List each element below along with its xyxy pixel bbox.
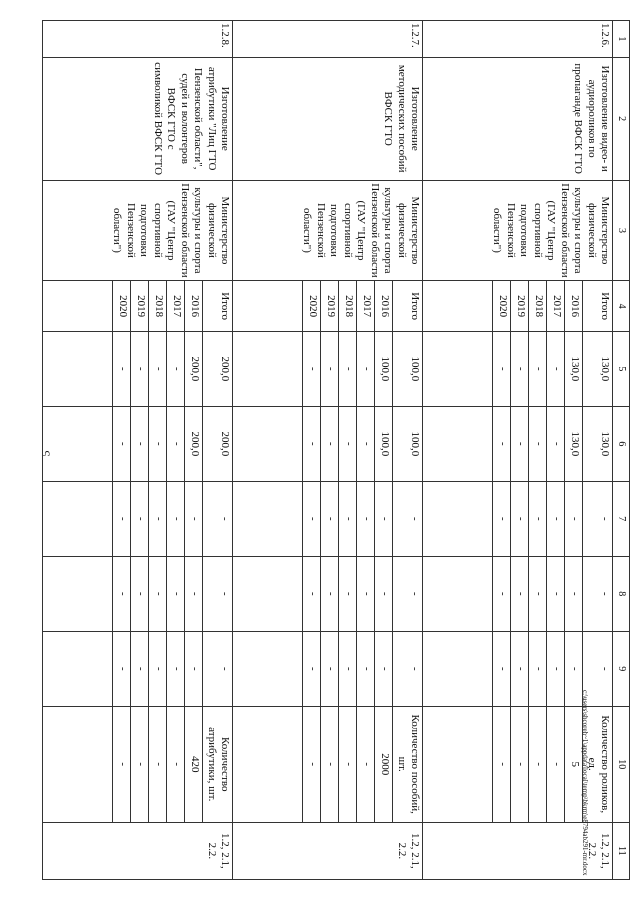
empty-cell	[423, 706, 493, 822]
empty-cell	[233, 481, 303, 556]
header-col-number: 11	[613, 822, 630, 879]
finance-cell-c6: 100,0	[393, 406, 423, 481]
rotated-table-container	[75, 20, 630, 880]
empty-cell	[423, 556, 493, 631]
finance-cell-c8: -	[393, 556, 423, 631]
activity-executor: Министерство физической культуры и спорта Пензенской области (ГАУ "Центр спортивной подготовки Пензенской области")	[233, 180, 423, 281]
finance-cell-c10: -	[149, 706, 167, 822]
finance-cell-c5: 130,0	[565, 331, 583, 406]
indicator-name: Количество пособий, шт.	[393, 706, 423, 822]
finance-cell-c9: -	[321, 631, 339, 706]
empty-cell	[43, 481, 113, 556]
finance-cell-c6: 100,0	[375, 406, 393, 481]
finance-cell-c9: -	[167, 631, 185, 706]
empty-cell	[43, 281, 113, 331]
finance-cell-c6: 200,0	[203, 406, 233, 481]
finance-cell-c7: -	[203, 481, 233, 556]
finance-cell-c9: -	[357, 631, 375, 706]
empty-cell	[233, 331, 303, 406]
finance-cell-c8: -	[583, 556, 613, 631]
year-label: 2017	[547, 281, 565, 331]
finance-cell-c10: -	[357, 706, 375, 822]
year-label: 2018	[529, 281, 547, 331]
finance-cell-c7: -	[583, 481, 613, 556]
finance-cell-c8: -	[493, 556, 511, 631]
year-label: 2020	[113, 281, 131, 331]
activity-name: Изготовление методических пособий ВФСК ГТО	[233, 57, 423, 180]
finance-cell-c5: 100,0	[393, 331, 423, 406]
header-col-number: 8	[613, 556, 630, 631]
finance-cell-c6: 200,0	[185, 406, 203, 481]
finance-cell-c6: -	[511, 406, 529, 481]
finance-cell-c7: -	[167, 481, 185, 556]
finance-cell-c9: -	[565, 631, 583, 706]
header-col-number: 2	[613, 57, 630, 180]
empty-cell	[233, 556, 303, 631]
finance-cell-c9: -	[547, 631, 565, 706]
finance-cell-c7: -	[113, 481, 131, 556]
target-refs: 1.2, 2.1, 2.2.	[43, 822, 233, 879]
finance-cell-c5: -	[529, 331, 547, 406]
empty-cell	[423, 631, 493, 706]
empty-cell	[423, 481, 493, 556]
finance-cell-c7: -	[321, 481, 339, 556]
activity-number: 1.2.6.	[423, 21, 613, 58]
finance-cell-c6: -	[149, 406, 167, 481]
finance-cell-c8: -	[511, 556, 529, 631]
finance-cell-c6: -	[303, 406, 321, 481]
header-row	[613, 21, 630, 880]
finance-cell-c7: -	[529, 481, 547, 556]
finance-cell-c9: -	[511, 631, 529, 706]
finance-cell-c8: -	[167, 556, 185, 631]
finance-cell-c5: -	[321, 331, 339, 406]
finance-cell-c6: -	[321, 406, 339, 481]
year-label: 2019	[321, 281, 339, 331]
finance-cell-c6: -	[167, 406, 185, 481]
year-label: 2016	[375, 281, 393, 331]
header-col-number: 3	[613, 180, 630, 281]
finance-cell-c5: -	[167, 331, 185, 406]
finance-cell-c7: -	[149, 481, 167, 556]
finance-cell-c6: -	[339, 406, 357, 481]
activity-name: Изготовление атрибутики "Лиц ГТО Пензенской области", судей и волонтеров ВФСК ГТО с символикой ВФСК ГТО	[43, 57, 233, 180]
finance-cell-c5: 200,0	[203, 331, 233, 406]
year-label: 2019	[131, 281, 149, 331]
finance-cell-c8: -	[113, 556, 131, 631]
empty-cell	[233, 706, 303, 822]
empty-cell	[423, 331, 493, 406]
finance-cell-c5: -	[547, 331, 565, 406]
finance-cell-c9: -	[131, 631, 149, 706]
program-activities-table	[43, 20, 631, 880]
finance-cell-c10: -	[547, 706, 565, 822]
finance-cell-c9: -	[303, 631, 321, 706]
finance-cell-c7: -	[565, 481, 583, 556]
finance-cell-c7: -	[511, 481, 529, 556]
finance-cell-c6: -	[493, 406, 511, 481]
finance-cell-c8: -	[529, 556, 547, 631]
activity-number: 1.2.7.	[233, 21, 423, 58]
finance-cell-c9: -	[113, 631, 131, 706]
finance-cell-c9: -	[529, 631, 547, 706]
header-col-number: 4	[613, 281, 630, 331]
empty-cell	[423, 406, 493, 481]
finance-cell-c6: 130,0	[583, 406, 613, 481]
finance-cell-c9: -	[393, 631, 423, 706]
finance-cell-c8: -	[321, 556, 339, 631]
finance-cell-c5: -	[303, 331, 321, 406]
finance-cell-c7: -	[303, 481, 321, 556]
finance-cell-c6: -	[113, 406, 131, 481]
year-label: 2020	[493, 281, 511, 331]
empty-cell	[423, 281, 493, 331]
finance-cell-c7: -	[357, 481, 375, 556]
finance-cell-c10: -	[339, 706, 357, 822]
finance-cell-c8: -	[185, 556, 203, 631]
finance-cell-c7: -	[185, 481, 203, 556]
finance-cell-c8: -	[339, 556, 357, 631]
year-label: Итого	[203, 281, 233, 331]
finance-cell-c7: -	[493, 481, 511, 556]
year-label: 2018	[339, 281, 357, 331]
finance-cell-c5: -	[131, 331, 149, 406]
year-label: 2016	[185, 281, 203, 331]
finance-cell-c5: -	[149, 331, 167, 406]
finance-cell-c10: -	[529, 706, 547, 822]
finance-cell-c6: 130,0	[565, 406, 583, 481]
finance-cell-c9: -	[203, 631, 233, 706]
year-label: 2017	[357, 281, 375, 331]
empty-cell	[233, 406, 303, 481]
finance-cell-c6: -	[357, 406, 375, 481]
finance-cell-c5: 100,0	[375, 331, 393, 406]
activity-executor: Министерство физической культуры и спорта Пензенской области (ГАУ "Центр спортивной подготовки Пензенской области")	[43, 180, 233, 281]
empty-cell	[43, 706, 113, 822]
finance-cell-c9: -	[339, 631, 357, 706]
finance-cell-c7: -	[339, 481, 357, 556]
indicator-name: Количество атрибутики, шт.	[203, 706, 233, 822]
finance-cell-c7: -	[375, 481, 393, 556]
year-label: 2019	[511, 281, 529, 331]
finance-cell-c7: -	[547, 481, 565, 556]
empty-cell	[233, 281, 303, 331]
header-col-number: 7	[613, 481, 630, 556]
finance-cell-c6: -	[131, 406, 149, 481]
finance-cell-c8: -	[131, 556, 149, 631]
empty-cell	[43, 331, 113, 406]
finance-cell-c10: -	[511, 706, 529, 822]
year-label: 2017	[167, 281, 185, 331]
finance-cell-c10: -	[167, 706, 185, 822]
finance-cell-c5: -	[357, 331, 375, 406]
header-col-number: 5	[613, 331, 630, 406]
finance-cell-c8: -	[565, 556, 583, 631]
header-col-number: 1	[613, 21, 630, 58]
finance-cell-c5: -	[339, 331, 357, 406]
activity-number: 1.2.8.	[43, 21, 233, 58]
year-label: 2016	[565, 281, 583, 331]
finance-cell-c10: 2000	[375, 706, 393, 822]
finance-cell-c8: -	[303, 556, 321, 631]
finance-cell-c8: -	[149, 556, 167, 631]
finance-cell-c10: -	[321, 706, 339, 822]
header-col-number: 9	[613, 631, 630, 706]
finance-cell-c8: -	[375, 556, 393, 631]
finance-cell-c10: -	[131, 706, 149, 822]
finance-cell-c9: -	[149, 631, 167, 706]
finance-cell-c5: 200,0	[185, 331, 203, 406]
target-refs: 1.2, 2.1, 2.2.	[233, 822, 423, 879]
indicator-name: Количество роликов, ед.	[583, 706, 613, 822]
empty-cell	[233, 631, 303, 706]
activity-total-row	[393, 21, 423, 880]
finance-cell-c9: -	[375, 631, 393, 706]
finance-cell-c7: -	[131, 481, 149, 556]
finance-cell-c8: -	[357, 556, 375, 631]
finance-cell-c8: -	[203, 556, 233, 631]
page-number: 5	[38, 450, 53, 457]
activity-total-row	[203, 21, 233, 880]
activity-name: Изготовление видео- и аудиороликов по пропаганде ВФСК ГТО	[423, 57, 613, 180]
finance-cell-c8: -	[547, 556, 565, 631]
footer-file-path: c:\users\shcoreh~1\appdata\local\temp\bkrm\e8794ab291-mr.docx	[581, 690, 589, 876]
finance-cell-c10: 420	[185, 706, 203, 822]
empty-cell	[43, 556, 113, 631]
finance-cell-c9: -	[493, 631, 511, 706]
finance-cell-c10: -	[303, 706, 321, 822]
finance-cell-c5: -	[493, 331, 511, 406]
empty-cell	[43, 631, 113, 706]
activity-executor: Министерство физической культуры и спорта Пензенской области (ГАУ "Центр спортивной подготовки Пензенской области")	[423, 180, 613, 281]
year-label: 2020	[303, 281, 321, 331]
finance-cell-c5: 130,0	[583, 331, 613, 406]
header-col-number: 10	[613, 706, 630, 822]
year-label: Итого	[583, 281, 613, 331]
finance-cell-c5: -	[511, 331, 529, 406]
finance-cell-c6: -	[529, 406, 547, 481]
finance-cell-c7: -	[393, 481, 423, 556]
year-label: 2018	[149, 281, 167, 331]
finance-cell-c9: -	[583, 631, 613, 706]
target-refs: 1.2, 2.1, 2.2.	[423, 822, 613, 879]
year-label: Итого	[393, 281, 423, 331]
finance-cell-c10: -	[113, 706, 131, 822]
finance-cell-c6: -	[547, 406, 565, 481]
finance-cell-c10: 5	[565, 706, 583, 822]
finance-cell-c10: -	[493, 706, 511, 822]
finance-cell-c9: -	[185, 631, 203, 706]
header-col-number: 6	[613, 406, 630, 481]
finance-cell-c5: -	[113, 331, 131, 406]
empty-cell	[43, 406, 113, 481]
